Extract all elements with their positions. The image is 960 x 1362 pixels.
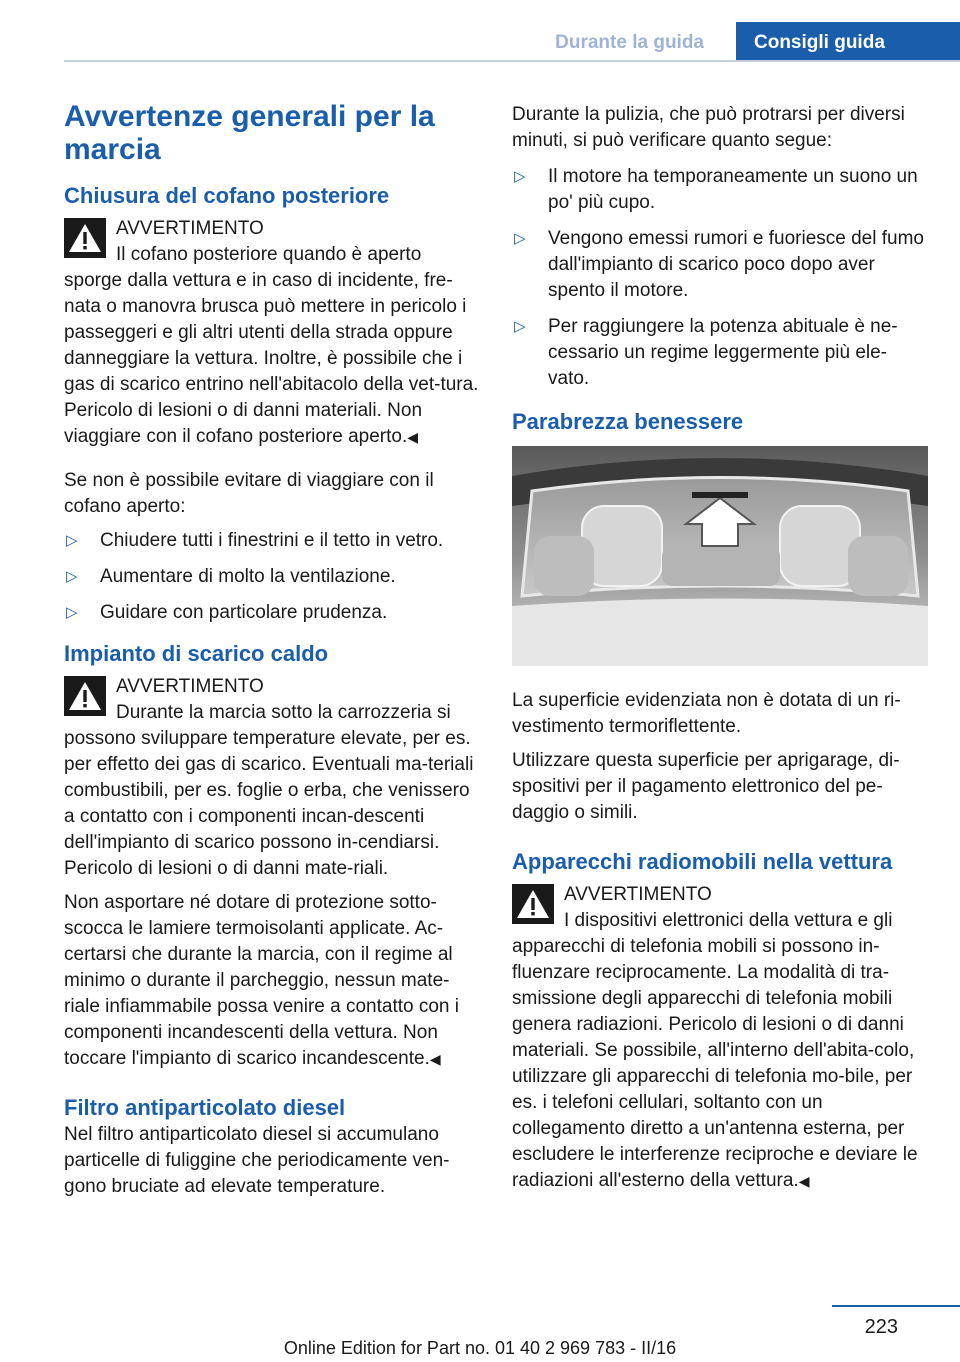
warning-label: AVVERTIMENTO — [116, 676, 264, 697]
bullet-icon: ▷ — [66, 568, 78, 585]
heading-parabrezza: Parabrezza benessere — [512, 409, 744, 434]
page-number: 223 — [864, 1316, 898, 1338]
paragraph-superficie: La superficie evidenziata non è dotata di un ri‐vestimento termoriflettente. — [512, 690, 901, 737]
warning-label: AVVERTIMENTO — [116, 218, 264, 239]
bullet-icon: ▷ — [514, 230, 526, 247]
footer-rule — [832, 1305, 960, 1307]
list-item: ▷ Chiudere tutti i finestrini e il tetto in vetro. — [64, 528, 480, 554]
end-mark: ◀ — [407, 429, 419, 445]
chapter-tab: Consigli guida — [736, 22, 960, 62]
right-column — [512, 102, 928, 1202]
bullet-icon: ▷ — [66, 604, 78, 621]
end-mark: ◀ — [798, 1173, 810, 1189]
warning-triangle-icon — [512, 884, 554, 924]
warning-text: I dispositivi elettronici della vettura e gli apparecchi di telefonia mobili si possono in‐fluenzare reciprocamente. La modalità di tra‐smissione degli apparecchi di telefonia mobili genera radiazioni. Pericolo di lesioni o di danni materiali. Se possibile, all'interno dell'abita‐colo, utilizzare gli apparecchi di telefonia mo‐bile, per es. i telefoni cellulari, soltanto con un collegamento diretto a un'antenna esterna, per escludere le interferenze reciproche e deviare le radiazioni all'esterno della vettura. — [512, 910, 918, 1191]
bullet-icon: ▷ — [66, 532, 78, 549]
heading-radiomobili: Apparecchi radiomobili nella vettura — [512, 849, 893, 874]
list-cofano — [64, 528, 480, 626]
list-item: ▷ Per raggiungere la potenza abituale è ne‐cessario un regime leggermente più ele‐vato. — [514, 316, 898, 389]
paragraph-pulizia: Durante la pulizia, che può protrarsi per diversi minuti, si può verificare quanto segue: — [512, 104, 905, 151]
list-item: ▷ Vengono emessi rumori e fuoriesce del fumo dall'impianto di scarico poco dopo aver spento il motore. — [514, 228, 924, 301]
heading-cofano: Chiusura del cofano posteriore — [64, 183, 390, 208]
heading-scarico: Impianto di scarico caldo — [64, 641, 329, 666]
warning-text: Durante la marcia sotto la carrozzeria si possono sviluppare temperature elevate, per es. per effetto dei gas di scarico. Eventuali ma‐teriali combustibili, per es. foglie o erba, che venissero a contatto con i componenti incan‐descenti dell'impianto di scarico possono in‐cendiarsi. Pericolo di lesioni o di danni mate‐riali. — [64, 702, 474, 879]
bullet-icon: ▷ — [514, 168, 526, 185]
section-tab: Durante la guida — [555, 32, 704, 53]
page-title: Avvertenze generali per la marcia — [64, 100, 435, 166]
heading-filtro: Filtro antiparticolato diesel — [64, 1095, 346, 1120]
rear-window-photo — [512, 446, 928, 666]
bullet-icon: ▷ — [514, 318, 526, 335]
list-item: ▷ Guidare con particolare prudenza. — [64, 600, 480, 626]
paragraph-intro-cofano: Se non è possibile evitare di viaggiare con il cofano aperto: — [64, 470, 434, 517]
warning-triangle-icon — [64, 218, 106, 258]
edition-footer: Online Edition for Part no. 01 40 2 969 783 - II/16 — [283, 1338, 677, 1358]
end-mark: ◀ — [429, 1051, 441, 1067]
list-pulizia — [512, 164, 928, 392]
warning-block-cofano — [64, 216, 480, 450]
warning-text-continued: Non asportare né dotare di protezione sotto‐scocca le lamiere termoisolanti applicate. Ac‐certarsi che durante la marcia, con il regime al minimo o durante il parcheggio, nessun mate‐riale infiammabile possa venire a contatto con i componenti incandescenti della vettura. Non toccare l'impianto di scarico incandescente.◀ — [64, 892, 459, 1069]
list-item: ▷ Il motore ha temporaneamente un suono un po' più cupo. — [514, 166, 918, 213]
paragraph-filtro: Nel filtro antiparticolato diesel si accumulano particelle di fuliggine che periodicamente ven‐gono bruciate ad elevate temperature. — [64, 1124, 450, 1197]
list-item: ▷ Aumentare di molto la ventilazione. — [64, 564, 480, 590]
warning-text: Il cofano posteriore quando è aperto sporge dalla vettura e in caso di incidente, fre‐nata o manovra brusca può mettere in pericolo i passeggeri e gli altri utenti della strada oppure danneggiare la vettura. Inoltre, è possibile che i gas di scarico entrino nell'abitacolo della vet‐tura. Pericolo di lesioni o di danni materiali. Non viaggiare con il cofano posteriore aperto. — [64, 244, 479, 447]
warning-block-radiomobili — [512, 882, 928, 1194]
warning-block-scarico — [64, 674, 480, 882]
header-rule — [64, 60, 960, 62]
page-header — [0, 0, 960, 62]
warning-label: AVVERTIMENTO — [564, 884, 712, 905]
paragraph-aprigarage: Utilizzare questa superficie per aprigarage, di‐spositivi per il pagamento elettronico del pe‐daggio o simili. — [512, 750, 900, 823]
left-column — [64, 96, 480, 1208]
warning-triangle-icon — [64, 676, 106, 716]
